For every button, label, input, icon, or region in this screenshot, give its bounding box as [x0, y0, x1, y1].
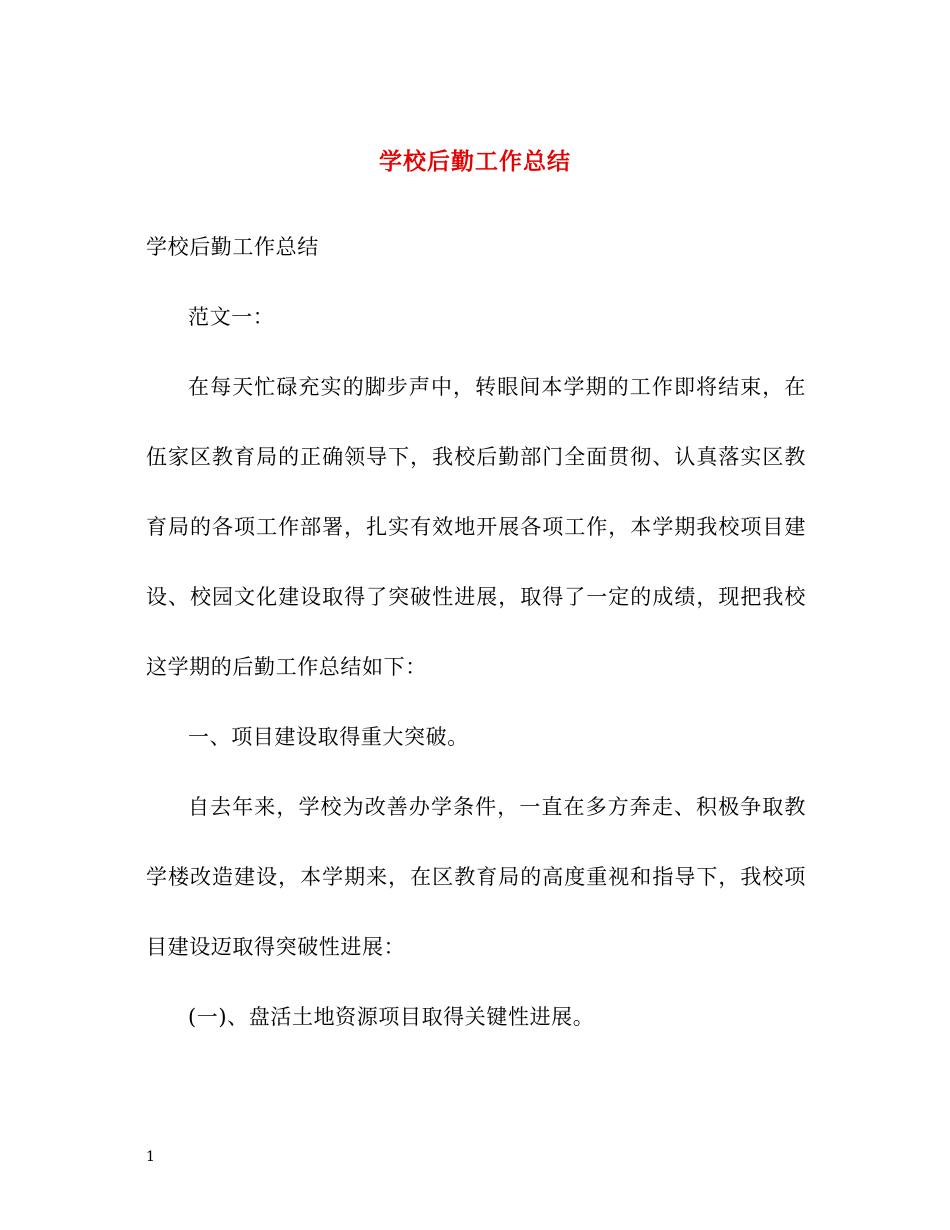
body-line-sample-heading: 范文一：: [188, 305, 275, 329]
document-title: 学校后勤工作总结: [379, 148, 571, 175]
subsection-heading-1: (一)、盘活土地资源项目取得关键性进展。: [188, 1005, 595, 1029]
body-line-paragraph-7: 学楼改造建设，本学期来，在区教育局的高度重视和指导下，我校项: [146, 865, 806, 889]
body-line-paragraph-3: 育局的各项工作部署，扎实有效地开展各项工作，本学期我校项目建: [146, 515, 806, 539]
section-heading-1: 一、项目建设取得重大突破。: [188, 725, 469, 749]
body-line-paragraph-6: 自去年来，学校为改善办学条件，一直在多方奔走、积极争取教: [188, 795, 806, 819]
body-line-paragraph-2: 伍家区教育局的正确领导下，我校后勤部门全面贯彻、认真落实区教: [146, 445, 806, 469]
page-number: 1: [146, 1149, 155, 1165]
body-line-subtitle: 学校后勤工作总结: [146, 235, 319, 259]
body-line-paragraph-4: 设、校园文化建设取得了突破性进展，取得了一定的成绩，现把我校: [146, 585, 806, 609]
body-line-paragraph-1: 在每天忙碌充实的脚步声中，转眼间本学期的工作即将结束，在: [188, 375, 806, 399]
body-line-paragraph-8: 目建设迈取得突破性进展：: [146, 935, 406, 959]
document-body: [146, 231, 806, 1071]
body-line-paragraph-5: 这学期的后勤工作总结如下：: [146, 655, 427, 679]
